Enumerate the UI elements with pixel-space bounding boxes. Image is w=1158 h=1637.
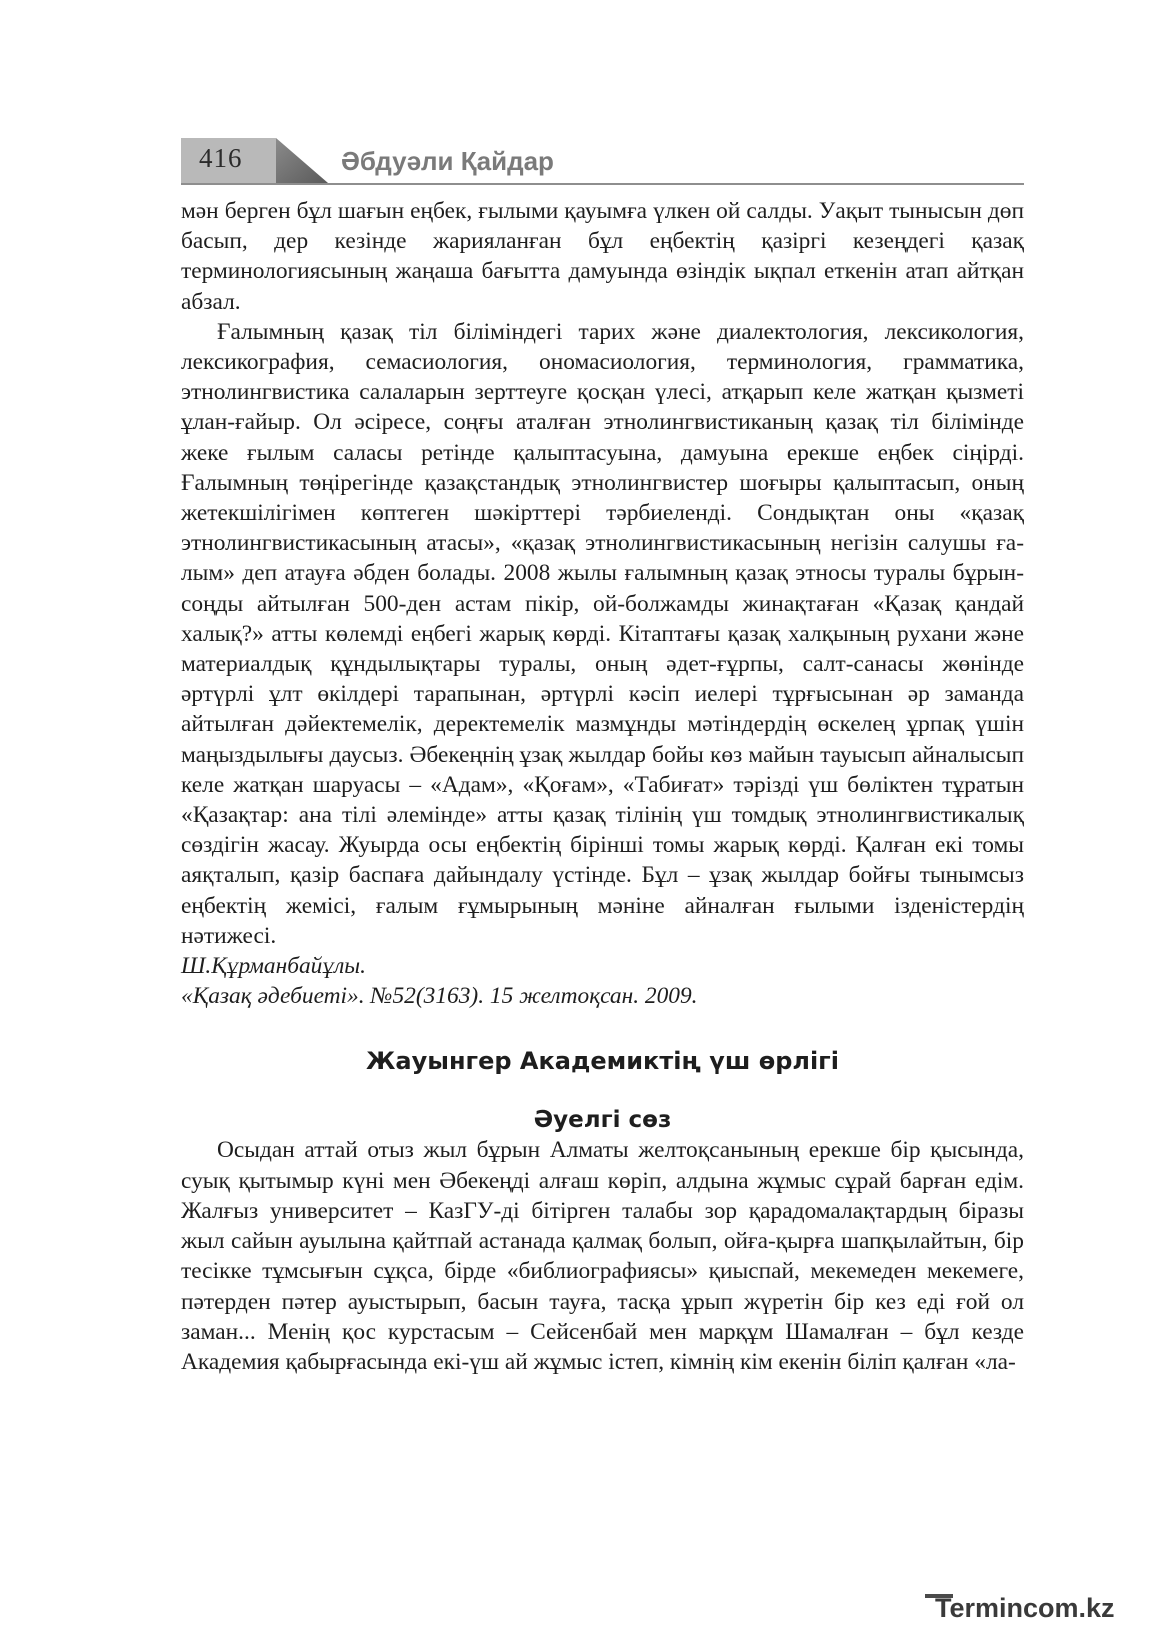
signature-source: «Қазақ әдебиеті». №52(3163). 15 желтоқсан. 2009. [181, 983, 698, 1010]
section-title: Жауынгер Академиктің үш өрлігі [366, 1047, 839, 1076]
signature-author: Ш.Құрманбайұлы. [181, 953, 366, 980]
page-number: 416 [199, 143, 243, 173]
paragraph: Осыдан аттай отыз жыл бұрын Алматы желтоқсанының ерекше бір қысында, суық қытымыр күні мен Әбекеңді алғаш көріп, алдына жұмыс сұрай барған едім. Жалғыз университет – КазГУ-ді бітірген талабы зор қарадомалақтардың біразы жыл сайын ауылына қайтпай астанада қалмақ болып, ойға-қырға шапқылайтын, бір тесікке тұмсығын сұқса, бірде «библиографиясы» қиыспай, мекемеден мекемеге, пәтерден пәтер ауыстырып, басын тауға, тасқа ұрып жүретін бір кез еді ғой ол заман... Менің қос курстасым – Сейсенбай мен марқұм Шамалған – бұл кезде Академия қабырғасында екі-үш ай жұмыс істеп, кімнің кім екенін біліп қалған «ла- [181, 1137, 1024, 1375]
page-body [181, 196, 1024, 1377]
watermark-text: Termincom.kz [935, 1593, 1115, 1623]
running-header-author: Әбдуәли Қайдар [341, 146, 554, 176]
running-header [181, 138, 1024, 186]
paragraph-continuation: мән берген бұл шағын еңбек, ғылыми қауымға үлкен ой салды. Уақыт тынысын дөп басып, дер кезінде жарияланған бұл еңбектің қазіргі кезеңдегі қазақ терминологиясының жаңаша бағытта дамуында өзіндік ықпал еткенін атап айтқан абзал. [181, 198, 1024, 315]
subsection-title: Әуелгі сөз [533, 1107, 672, 1134]
paragraph: Ғалымның қазақ тіл біліміндегі тарих және диалектология, лексикология, лексикография, семасиология, ономасиология, терминология, грамматика, этнолингвистика салаларын зерттеуге қосқан үлесі, атқарып келе жатқан қызметі ұлан-ғайыр. Ол әсіресе, соңғы аталған этнолингвистиканың қазақ тіл білімінде жеке ғылым саласы ретінде қалыптасуына, дамуына ерекше еңбек сіңірді. Ғалымның төңірегінде қазақстандық этнолингвистер шоғыры қалыптасып, оның жетекшілігімен көптеген шәкірттері тәрбиеленді. Сондықтан оны «қазақ этнолингвистикасының атасы», «қазақ этнолингвистикасының негізін салушы ғалым» деп атауға әбден болады. 2008 жылы ғалымның қазақ этносы туралы бұрын-соңды айтылған 500-ден астам пікір, ой-болжамды жинақтаған «Қазақ қандай халық?» атты көлемді еңбегі жарық көрді. Кітаптағы қазақ халқының рухани және материалдық құндылықтары туралы, оның әдет-ғұрпы, салт-санасы жөнінде әртүрлі ұлт өкілдері тарапынан, әртүрлі кәсіп иелері тұрғысынан әр заманда айтылған дәйектемелік, деректемелік мазмұнды мәтіндердің өскелең ұрпақ үшін маңыздылығы даусыз. Әбекеңнің ұзақ жылдар бойы көз майын тауысып айналысып келе жатқан шаруасы – «Адам», «Қоғам», «Табиғат» тәрізді үш бөліктен тұратын «Қазақтар: ана тілі әлемінде» атты қазақ тілінің үш томдық этнолингвистикалық сөздігін жасау. Жуырда осы еңбектің бірінші томы жарық көрді. Қалған екі томы аяқталып, қазір баспаға дайындалу үстінде. Бұл – ұзақ жылдар бойғы тынымсыз еңбектің жемісі, ғалым ғұмырының мәніне айналған ғылыми ізденістердің нәтижесі. [181, 318, 1024, 949]
page-number-box [181, 138, 276, 183]
header-rule [181, 183, 1024, 185]
header-wedge-decoration [276, 138, 328, 183]
